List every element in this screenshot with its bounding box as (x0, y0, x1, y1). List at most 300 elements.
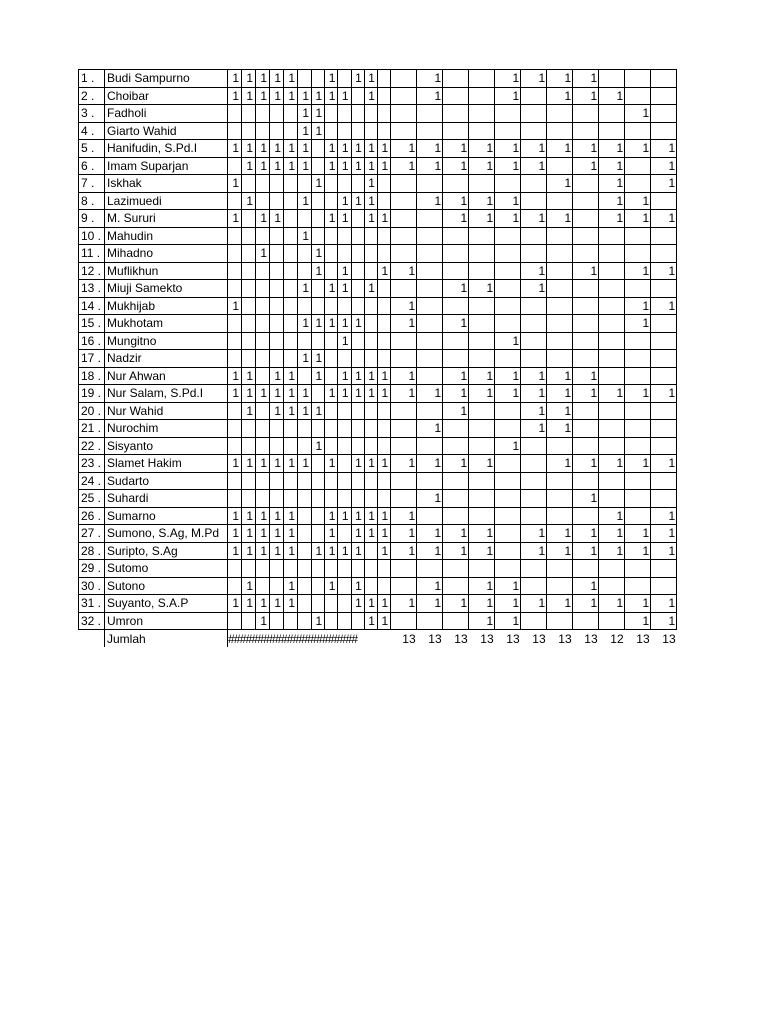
row-number: 13 . (79, 280, 105, 298)
attendance-cell (298, 332, 312, 350)
attendance-cell (377, 87, 390, 105)
row-number: 6 . (79, 157, 105, 175)
attendance-cell: 1 (338, 262, 351, 280)
attendance-cell: 1 (351, 577, 364, 595)
attendance-cell (625, 227, 651, 245)
table-row (79, 315, 677, 333)
attendance-cell: 1 (599, 455, 625, 473)
attendance-cell (377, 332, 390, 350)
attendance-cell (443, 70, 469, 88)
table-row (79, 157, 677, 175)
attendance-cell: 1 (547, 140, 573, 158)
attendance-cell: 1 (338, 385, 351, 403)
attendance-cell (417, 105, 443, 123)
attendance-cell (298, 490, 312, 508)
member-name: Muflikhun (105, 262, 228, 280)
attendance-cell (364, 262, 377, 280)
attendance-cell: 1 (495, 70, 521, 88)
attendance-cell (417, 560, 443, 578)
attendance-cell (242, 122, 256, 140)
attendance-cell (242, 245, 256, 263)
attendance-cell (228, 122, 242, 140)
attendance-cell: 1 (443, 542, 469, 560)
overflow-hash-cells: ###################### (228, 630, 391, 648)
attendance-cell (547, 332, 573, 350)
row-number: 25 . (79, 490, 105, 508)
attendance-cell (228, 105, 242, 123)
attendance-cell (338, 490, 351, 508)
attendance-cell: 1 (256, 245, 270, 263)
attendance-cell (573, 402, 599, 420)
attendance-cell (284, 122, 298, 140)
attendance-cell (325, 122, 338, 140)
attendance-cell (391, 87, 417, 105)
attendance-cell: 1 (391, 542, 417, 560)
attendance-cell: 1 (573, 577, 599, 595)
attendance-cell (391, 472, 417, 490)
attendance-cell: 1 (495, 437, 521, 455)
attendance-cell: 1 (651, 210, 677, 228)
total-cell: 13 (454, 631, 468, 646)
table-row (79, 420, 677, 438)
attendance-cell (325, 560, 338, 578)
attendance-cell (256, 560, 270, 578)
attendance-cell (443, 507, 469, 525)
attendance-cell (377, 577, 390, 595)
member-name: Lazimuedi (105, 192, 228, 210)
spreadsheet (78, 69, 677, 647)
attendance-cell (338, 227, 351, 245)
attendance-cell: 1 (547, 175, 573, 193)
attendance-cell (284, 350, 298, 368)
attendance-cell: 1 (242, 87, 256, 105)
row-number: 27 . (79, 525, 105, 543)
total-cell: 13 (532, 631, 546, 646)
attendance-cell (469, 70, 495, 88)
attendance-cell: 1 (270, 87, 284, 105)
attendance-cell (495, 297, 521, 315)
attendance-cell (521, 175, 547, 193)
attendance-cell (651, 315, 677, 333)
attendance-cell: 1 (351, 192, 364, 210)
attendance-cell (521, 227, 547, 245)
attendance-cell (298, 175, 312, 193)
attendance-cell: 1 (284, 157, 298, 175)
attendance-cell: 1 (391, 385, 417, 403)
attendance-cell (377, 350, 390, 368)
attendance-cell (573, 122, 599, 140)
attendance-cell (364, 402, 377, 420)
attendance-cell (469, 490, 495, 508)
attendance-cell (270, 105, 284, 123)
attendance-cell: 1 (573, 525, 599, 543)
row-number: 9 . (79, 210, 105, 228)
attendance-cell (228, 280, 242, 298)
row-number: 19 . (79, 385, 105, 403)
attendance-cell: 1 (599, 542, 625, 560)
attendance-cell (270, 560, 284, 578)
attendance-cell (391, 245, 417, 263)
attendance-cell: 1 (298, 122, 312, 140)
member-name: Nur Salam, S.Pd.I (105, 385, 228, 403)
attendance-cell: 1 (417, 542, 443, 560)
attendance-cell (469, 315, 495, 333)
attendance-cell (651, 350, 677, 368)
attendance-cell: 1 (391, 157, 417, 175)
attendance-cell: 1 (364, 210, 377, 228)
attendance-cell: 1 (625, 297, 651, 315)
attendance-cell: 1 (625, 315, 651, 333)
attendance-cell: 1 (228, 367, 242, 385)
attendance-cell (284, 297, 298, 315)
attendance-cell: 1 (228, 595, 242, 613)
attendance-cell (495, 402, 521, 420)
attendance-cell (443, 227, 469, 245)
attendance-cell: 1 (298, 157, 312, 175)
attendance-cell (351, 437, 364, 455)
attendance-cell: 1 (443, 157, 469, 175)
attendance-cell: 1 (417, 87, 443, 105)
attendance-cell (228, 332, 242, 350)
row-number: 7 . (79, 175, 105, 193)
member-name: Mungitno (105, 332, 228, 350)
attendance-cell (469, 297, 495, 315)
attendance-cell (298, 525, 312, 543)
attendance-cell (228, 472, 242, 490)
attendance-cell: 1 (391, 315, 417, 333)
attendance-cell (364, 245, 377, 263)
attendance-cell: 1 (599, 87, 625, 105)
attendance-cell: 1 (651, 175, 677, 193)
attendance-cell (651, 437, 677, 455)
attendance-cell: 1 (242, 455, 256, 473)
attendance-cell: 1 (495, 140, 521, 158)
attendance-cell: 1 (469, 367, 495, 385)
member-name: Mukhotam (105, 315, 228, 333)
table-row (79, 262, 677, 280)
attendance-cell (298, 420, 312, 438)
attendance-cell (521, 332, 547, 350)
attendance-cell (625, 507, 651, 525)
attendance-cell (364, 420, 377, 438)
attendance-cell (242, 280, 256, 298)
attendance-cell (391, 280, 417, 298)
attendance-cell: 1 (417, 385, 443, 403)
attendance-cell (298, 297, 312, 315)
attendance-cell: 1 (625, 455, 651, 473)
attendance-cell: 1 (469, 577, 495, 595)
attendance-cell (417, 315, 443, 333)
attendance-cell: 1 (377, 612, 390, 630)
attendance-cell (547, 490, 573, 508)
attendance-cell (651, 332, 677, 350)
attendance-cell (573, 210, 599, 228)
attendance-cell (651, 490, 677, 508)
attendance-cell: 1 (325, 157, 338, 175)
attendance-cell: 1 (417, 420, 443, 438)
attendance-cell (270, 577, 284, 595)
attendance-cell: 1 (228, 140, 242, 158)
attendance-cell: 1 (495, 577, 521, 595)
member-name: Mahudin (105, 227, 228, 245)
total-cell: 13 (558, 631, 572, 646)
attendance-cell (298, 472, 312, 490)
attendance-cell: 1 (325, 542, 338, 560)
attendance-cell: 1 (351, 385, 364, 403)
attendance-cell (377, 420, 390, 438)
attendance-cell: 1 (521, 367, 547, 385)
attendance-cell: 1 (338, 140, 351, 158)
attendance-cell: 1 (521, 402, 547, 420)
attendance-cell: 1 (495, 367, 521, 385)
attendance-cell (573, 280, 599, 298)
attendance-cell (364, 542, 377, 560)
attendance-cell (547, 437, 573, 455)
attendance-cell: 1 (495, 612, 521, 630)
attendance-cell (312, 385, 325, 403)
row-number: 18 . (79, 367, 105, 385)
attendance-cell (599, 402, 625, 420)
attendance-cell: 1 (364, 595, 377, 613)
attendance-cell: 1 (651, 595, 677, 613)
attendance-cell: 1 (391, 455, 417, 473)
attendance-cell (364, 122, 377, 140)
table-row (79, 367, 677, 385)
attendance-cell (495, 455, 521, 473)
member-name: Budi Sampurno (105, 70, 228, 88)
attendance-cell (364, 437, 377, 455)
attendance-cell (325, 262, 338, 280)
attendance-cell (377, 175, 390, 193)
attendance-cell: 1 (364, 140, 377, 158)
attendance-cell (417, 402, 443, 420)
attendance-cell (298, 245, 312, 263)
attendance-cell: 1 (377, 455, 390, 473)
member-name: Suripto, S.Ag (105, 542, 228, 560)
attendance-cell (547, 560, 573, 578)
attendance-cell: 1 (443, 385, 469, 403)
attendance-cell (391, 350, 417, 368)
attendance-cell (242, 227, 256, 245)
attendance-cell: 1 (417, 70, 443, 88)
attendance-cell (284, 315, 298, 333)
attendance-cell (625, 70, 651, 88)
total-cell: 12 (610, 631, 624, 646)
attendance-cell (325, 490, 338, 508)
attendance-cell (521, 490, 547, 508)
attendance-cell: 1 (364, 455, 377, 473)
row-number: 15 . (79, 315, 105, 333)
table-row (79, 385, 677, 403)
attendance-cell (599, 612, 625, 630)
attendance-cell (338, 297, 351, 315)
attendance-cell (625, 157, 651, 175)
attendance-cell (270, 612, 284, 630)
attendance-cell (443, 122, 469, 140)
attendance-cell (270, 420, 284, 438)
attendance-cell: 1 (312, 105, 325, 123)
attendance-cell (242, 105, 256, 123)
attendance-cell (256, 192, 270, 210)
attendance-cell (547, 472, 573, 490)
attendance-cell (495, 350, 521, 368)
attendance-cell: 1 (312, 245, 325, 263)
attendance-cell (256, 490, 270, 508)
attendance-cell (443, 262, 469, 280)
attendance-cell (325, 350, 338, 368)
member-name: Nadzir (105, 350, 228, 368)
attendance-cell: 1 (599, 525, 625, 543)
attendance-cell (651, 227, 677, 245)
row-number: 3 . (79, 105, 105, 123)
attendance-cell: 1 (256, 70, 270, 88)
attendance-cell (256, 262, 270, 280)
attendance-cell (495, 472, 521, 490)
attendance-cell: 1 (573, 367, 599, 385)
attendance-cell: 1 (547, 525, 573, 543)
attendance-cell (256, 437, 270, 455)
attendance-cell: 1 (312, 87, 325, 105)
attendance-cell: 1 (284, 542, 298, 560)
attendance-cell: 1 (443, 140, 469, 158)
attendance-cell: 1 (284, 385, 298, 403)
attendance-cell: 1 (547, 595, 573, 613)
attendance-cell (298, 210, 312, 228)
attendance-cell (270, 350, 284, 368)
attendance-cell (625, 122, 651, 140)
attendance-cell (284, 612, 298, 630)
attendance-cell: 1 (573, 595, 599, 613)
attendance-cell (256, 105, 270, 123)
attendance-cell (377, 472, 390, 490)
attendance-cell (377, 105, 390, 123)
attendance-cell: 1 (625, 525, 651, 543)
attendance-cell: 1 (298, 87, 312, 105)
attendance-cell: 1 (256, 455, 270, 473)
row-number: 21 . (79, 420, 105, 438)
attendance-cell: 1 (298, 140, 312, 158)
attendance-cell: 1 (599, 157, 625, 175)
attendance-cell (547, 280, 573, 298)
attendance-cell (417, 367, 443, 385)
attendance-cell: 1 (443, 455, 469, 473)
attendance-cell: 1 (351, 525, 364, 543)
attendance-cell (651, 472, 677, 490)
attendance-cell (547, 157, 573, 175)
attendance-cell: 1 (270, 507, 284, 525)
attendance-cell: 1 (228, 210, 242, 228)
attendance-cell: 1 (364, 280, 377, 298)
attendance-cell (338, 402, 351, 420)
attendance-cell (599, 332, 625, 350)
attendance-cell (469, 122, 495, 140)
attendance-cell (521, 455, 547, 473)
attendance-cell: 1 (391, 140, 417, 158)
attendance-cell (547, 245, 573, 263)
row-number: 28 . (79, 542, 105, 560)
attendance-cell (325, 332, 338, 350)
attendance-cell: 1 (338, 315, 351, 333)
attendance-cell (377, 297, 390, 315)
attendance-cell (325, 612, 338, 630)
attendance-cell (443, 245, 469, 263)
attendance-cell (312, 595, 325, 613)
attendance-cell: 1 (625, 385, 651, 403)
attendance-cell (338, 525, 351, 543)
attendance-cell: 1 (651, 297, 677, 315)
attendance-cell (443, 612, 469, 630)
attendance-cell: 1 (242, 507, 256, 525)
attendance-cell: 1 (521, 140, 547, 158)
attendance-cell (495, 175, 521, 193)
table-row (79, 297, 677, 315)
attendance-cell (573, 350, 599, 368)
table-row (79, 122, 677, 140)
attendance-cell (651, 87, 677, 105)
attendance-cell: 1 (256, 157, 270, 175)
attendance-cell: 1 (312, 612, 325, 630)
attendance-cell: 1 (391, 262, 417, 280)
attendance-cell: 1 (351, 367, 364, 385)
attendance-cell (228, 560, 242, 578)
attendance-cell (469, 262, 495, 280)
attendance-cell: 1 (228, 385, 242, 403)
total-row (79, 630, 677, 648)
attendance-cell (364, 332, 377, 350)
table-row (79, 140, 677, 158)
attendance-cell: 1 (312, 122, 325, 140)
table-row (79, 280, 677, 298)
attendance-cell (573, 507, 599, 525)
attendance-cell (351, 612, 364, 630)
attendance-cell (377, 437, 390, 455)
attendance-cell (599, 245, 625, 263)
member-name: Iskhak (105, 175, 228, 193)
attendance-cell: 1 (298, 105, 312, 123)
attendance-cell (325, 105, 338, 123)
attendance-cell (573, 175, 599, 193)
attendance-cell: 1 (284, 577, 298, 595)
table-row (79, 210, 677, 228)
attendance-cell (495, 280, 521, 298)
attendance-cell: 1 (338, 367, 351, 385)
attendance-cell: 1 (228, 175, 242, 193)
attendance-cell: 1 (377, 140, 390, 158)
attendance-cell: 1 (338, 507, 351, 525)
attendance-cell: 1 (284, 402, 298, 420)
attendance-cell (599, 122, 625, 140)
attendance-cell (242, 315, 256, 333)
attendance-cell: 1 (521, 280, 547, 298)
attendance-cell (417, 612, 443, 630)
attendance-cell (573, 332, 599, 350)
attendance-cell: 1 (270, 385, 284, 403)
attendance-cell: 1 (270, 157, 284, 175)
attendance-cell: 1 (270, 367, 284, 385)
attendance-cell (495, 542, 521, 560)
attendance-cell: 1 (351, 542, 364, 560)
attendance-cell: 1 (625, 612, 651, 630)
attendance-cell (364, 227, 377, 245)
attendance-cell: 1 (256, 385, 270, 403)
attendance-cell: 1 (242, 577, 256, 595)
attendance-cell: 1 (625, 105, 651, 123)
attendance-cell (625, 332, 651, 350)
attendance-cell: 1 (547, 210, 573, 228)
attendance-cell: 1 (256, 140, 270, 158)
attendance-cell (364, 105, 377, 123)
attendance-cell (284, 227, 298, 245)
